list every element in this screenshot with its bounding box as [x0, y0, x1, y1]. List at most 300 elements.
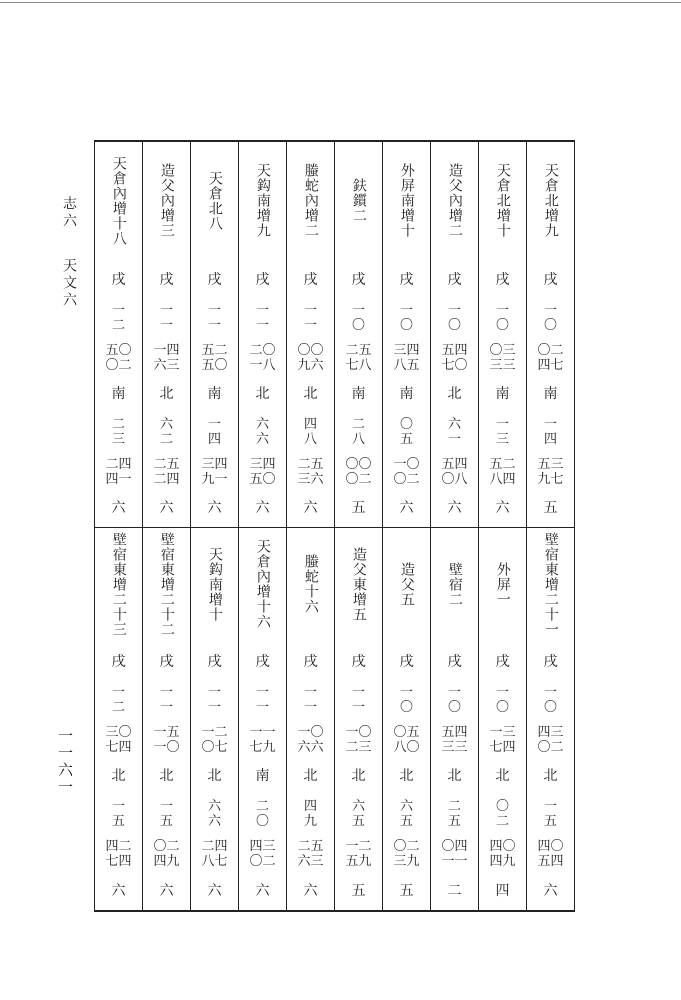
cell-value: 四三 〇二 [249, 838, 276, 869]
table-cell [383, 340, 431, 377]
table-cell [335, 412, 383, 454]
cell-value: 一五 一〇 [153, 724, 180, 755]
cell-value: 戌 [447, 654, 462, 671]
cell-value: 戌 [543, 654, 558, 671]
cell-value: 南 [495, 386, 510, 403]
cell-value: 一 四 [543, 417, 557, 447]
table-cell [95, 491, 143, 527]
cell-value: 戌 [447, 272, 462, 289]
cell-value: 一 〇 [399, 685, 413, 715]
table-cell [287, 680, 335, 722]
table-cell [191, 340, 239, 377]
cell-value: 二五 二四 [153, 456, 180, 487]
cell-value: 一 〇 [543, 303, 557, 333]
cell-value: 北 [303, 386, 318, 403]
cell-value: 南 [111, 386, 126, 403]
table-row [95, 340, 575, 377]
cell-value: 一〇 六六 [297, 724, 324, 755]
cell-value: 〇三 三三 [489, 342, 516, 373]
cell-value: 一 〇 [495, 685, 509, 715]
top-rule [0, 2, 681, 3]
cell-value: 二 五 [447, 799, 461, 829]
table-cell [143, 263, 191, 298]
cell-value: 二 [447, 883, 462, 900]
table-cell [95, 794, 143, 836]
table-cell [95, 836, 143, 873]
table-cell [479, 340, 527, 377]
table-cell [191, 412, 239, 454]
table-cell [335, 491, 383, 527]
table-row [95, 645, 575, 680]
cell-value: 北 [159, 768, 174, 785]
table-cell [431, 836, 479, 873]
cell-value: 二 八 [351, 417, 365, 447]
cell-value: 北 [303, 768, 318, 785]
table-cell [239, 263, 287, 298]
table-cell [239, 412, 287, 454]
table-row [95, 491, 575, 527]
table-cell [479, 527, 527, 645]
table-cell [239, 340, 287, 377]
cell-value: 四〇 四九 [489, 838, 516, 869]
table-row [95, 722, 575, 759]
table-cell [95, 340, 143, 377]
cell-value: 一 一 [255, 685, 269, 715]
table-cell [191, 491, 239, 527]
cell-value: 一 〇 [447, 685, 461, 715]
cell-value: 戌 [111, 654, 126, 671]
table-cell [191, 141, 239, 263]
table-cell [335, 527, 383, 645]
cell-value: 一 三 [495, 417, 509, 447]
cell-value: 一 四 [207, 417, 221, 447]
table-cell [335, 836, 383, 873]
table-cell [383, 680, 431, 722]
cell-value: 五 [351, 500, 366, 517]
table-cell [239, 836, 287, 873]
cell-value: 南 [255, 768, 270, 785]
cell-value: 北 [543, 768, 558, 785]
table-row [95, 263, 575, 298]
table-cell [239, 454, 287, 491]
table-cell [143, 412, 191, 454]
cell-value: 一 一 [159, 685, 173, 715]
star-name: 造父內增三 [158, 163, 175, 239]
table-cell [335, 680, 383, 722]
cell-value: 一 二 [111, 303, 125, 333]
table-cell [239, 722, 287, 759]
table-cell [431, 722, 479, 759]
cell-value: 北 [159, 386, 174, 403]
table-cell [383, 873, 431, 911]
table-cell [383, 836, 431, 873]
star-name: 造父東增五 [350, 546, 367, 622]
table-cell [95, 873, 143, 911]
cell-value: 一 〇 [447, 303, 461, 333]
table-cell [431, 873, 479, 911]
cell-value: 二 〇 [255, 799, 269, 829]
table-cell [143, 454, 191, 491]
cell-value: 一 〇 [399, 303, 413, 333]
cell-value: 二〇 一八 [249, 342, 276, 373]
cell-value: 二五 七八 [345, 342, 372, 373]
table-cell [143, 873, 191, 911]
table-cell [239, 873, 287, 911]
table-row [95, 680, 575, 722]
table-cell [527, 680, 575, 722]
cell-value: 〇四 一一 [441, 838, 468, 869]
star-name: 造父五 [398, 561, 415, 607]
table-cell [143, 836, 191, 873]
table-row [95, 377, 575, 412]
cell-value: 戌 [495, 654, 510, 671]
cell-value: 五四 三三 [441, 724, 468, 755]
star-catalog-table [94, 140, 575, 912]
table-cell [527, 836, 575, 873]
table-cell [287, 412, 335, 454]
table-cell [383, 794, 431, 836]
cell-value: 戌 [303, 272, 318, 289]
table-cell [143, 298, 191, 340]
table-row [95, 836, 575, 873]
table-cell [527, 340, 575, 377]
table-row [95, 794, 575, 836]
cell-value: 一二 五九 [345, 838, 372, 869]
cell-value: 六 [303, 500, 318, 517]
cell-value: 一 一 [255, 303, 269, 333]
table-cell [191, 722, 239, 759]
star-name: 天倉北增十 [494, 163, 511, 239]
cell-value: 一 〇 [543, 685, 557, 715]
table-row [95, 759, 575, 794]
table-cell [527, 873, 575, 911]
cell-value: 一 五 [543, 799, 557, 829]
table-cell [383, 263, 431, 298]
cell-value: 二四 八七 [201, 838, 228, 869]
cell-value: 一〇 二三 [345, 724, 372, 755]
table-cell [431, 491, 479, 527]
cell-value: 南 [543, 386, 558, 403]
section-label: 天文六 [61, 258, 77, 309]
table-cell [335, 873, 383, 911]
table-cell [431, 680, 479, 722]
cell-value: 二四 四一 [105, 456, 132, 487]
table-cell [479, 836, 527, 873]
cell-value: 北 [351, 768, 366, 785]
cell-value: 戌 [159, 654, 174, 671]
cell-value: 南 [207, 386, 222, 403]
cell-value: 南 [351, 386, 366, 403]
table-cell [143, 680, 191, 722]
table-cell [191, 836, 239, 873]
table-cell [239, 759, 287, 794]
table-cell [287, 141, 335, 263]
cell-value: 六 [111, 500, 126, 517]
star-name: 天倉北八 [206, 170, 223, 231]
cell-value: 一三 七四 [489, 724, 516, 755]
cell-value: 五四 七〇 [441, 342, 468, 373]
table-cell [143, 527, 191, 645]
table-cell [383, 645, 431, 680]
cell-value: 六 [447, 500, 462, 517]
cell-value: 一 〇 [495, 303, 509, 333]
table-cell [335, 454, 383, 491]
table-cell [143, 377, 191, 412]
table-cell [239, 680, 287, 722]
table-cell [95, 645, 143, 680]
table-cell [527, 454, 575, 491]
table-cell [143, 340, 191, 377]
table-cell [431, 340, 479, 377]
table-cell [383, 722, 431, 759]
cell-value: 二五 六三 [297, 838, 324, 869]
cell-value: 〇二 三九 [393, 838, 420, 869]
cell-value: 北 [399, 768, 414, 785]
cell-value: 一 一 [207, 685, 221, 715]
table-cell [527, 412, 575, 454]
table-cell [239, 527, 287, 645]
table-cell [431, 298, 479, 340]
cell-value: 戌 [111, 272, 126, 289]
table-cell [95, 759, 143, 794]
table-cell [431, 412, 479, 454]
table-cell [527, 527, 575, 645]
table-cell [335, 263, 383, 298]
cell-value: 一 五 [111, 799, 125, 829]
table-cell [191, 263, 239, 298]
table-cell [479, 298, 527, 340]
cell-value: 一 五 [159, 799, 173, 829]
cell-value: 六 [207, 500, 222, 517]
star-name: 天倉北增九 [542, 163, 559, 239]
table-cell [95, 263, 143, 298]
table-cell [479, 141, 527, 263]
cell-value: 戌 [399, 272, 414, 289]
cell-value: 三四 八五 [393, 342, 420, 373]
table-cell [95, 412, 143, 454]
table-cell [527, 377, 575, 412]
table-row [95, 454, 575, 491]
cell-value: 戌 [303, 654, 318, 671]
cell-value: 戌 [255, 654, 270, 671]
table-cell [287, 263, 335, 298]
table-cell [335, 141, 383, 263]
cell-value: 六 [543, 883, 558, 900]
cell-value: 戌 [159, 272, 174, 289]
cell-value: 一 一 [303, 303, 317, 333]
table-row [95, 873, 575, 911]
cell-value: 一 一 [303, 685, 317, 715]
table-cell [383, 298, 431, 340]
cell-value: 一〇 〇二 [393, 456, 420, 487]
table-cell [527, 298, 575, 340]
cell-value: 戌 [351, 654, 366, 671]
table-cell [287, 298, 335, 340]
cell-value: 北 [111, 768, 126, 785]
table-cell [431, 794, 479, 836]
table-cell [191, 645, 239, 680]
cell-value: 六 [255, 500, 270, 517]
table-cell [191, 873, 239, 911]
table-cell [239, 794, 287, 836]
table-cell [95, 722, 143, 759]
cell-value: 四〇 五四 [537, 838, 564, 869]
cell-value: 四 八 [303, 417, 317, 447]
cell-value: 一一 七九 [249, 724, 276, 755]
table-cell [239, 491, 287, 527]
cell-value: 六 [303, 883, 318, 900]
table-cell [383, 527, 431, 645]
cell-value: 一 一 [351, 685, 365, 715]
table-cell [383, 412, 431, 454]
cell-value: 四 九 [303, 799, 317, 829]
table-cell [479, 680, 527, 722]
cell-value: 北 [447, 768, 462, 785]
cell-value: 〇二 四七 [537, 342, 564, 373]
table-cell [239, 298, 287, 340]
table-cell [191, 680, 239, 722]
cell-value: 二 三 [111, 417, 125, 447]
table-cell [383, 141, 431, 263]
table-cell [191, 454, 239, 491]
table-cell [143, 794, 191, 836]
star-name: 天鈎南增十 [206, 546, 223, 622]
table-cell [287, 491, 335, 527]
table-cell [431, 377, 479, 412]
cell-value: 五三 九七 [537, 456, 564, 487]
cell-value: 〇二 四九 [153, 838, 180, 869]
table-cell [95, 680, 143, 722]
cell-value: 一 二 [111, 685, 125, 715]
cell-value: 一 一 [207, 303, 221, 333]
table-cell [479, 491, 527, 527]
table-cell [527, 645, 575, 680]
table-cell [143, 759, 191, 794]
cell-value: 六 一 [447, 417, 461, 447]
cell-value: 北 [447, 386, 462, 403]
table-cell [479, 873, 527, 911]
table-cell [239, 141, 287, 263]
table-cell [143, 722, 191, 759]
table-cell [287, 794, 335, 836]
table-cell [335, 794, 383, 836]
cell-value: 五 [399, 883, 414, 900]
cell-value: 一 〇 [351, 303, 365, 333]
table-cell [431, 263, 479, 298]
cell-value: 六 六 [207, 799, 221, 829]
table-row [95, 412, 575, 454]
cell-value: 〇 二 [495, 799, 509, 829]
cell-value: 六 五 [399, 799, 413, 829]
cell-value: 六 二 [159, 417, 173, 447]
cell-value: 六 [111, 883, 126, 900]
table-cell [479, 722, 527, 759]
star-name: 外屏南增十 [398, 163, 415, 239]
star-name: 天倉內增十六 [254, 539, 271, 630]
cell-value: 〇〇 九六 [297, 342, 324, 373]
star-name: 螣蛇內增二 [302, 163, 319, 239]
cell-value: 戌 [255, 272, 270, 289]
cell-value: 六 六 [255, 417, 269, 447]
table-cell [335, 340, 383, 377]
table-cell [95, 454, 143, 491]
table-cell [431, 454, 479, 491]
table-cell [335, 645, 383, 680]
table-row [95, 527, 575, 645]
table-cell [95, 527, 143, 645]
table-cell [239, 377, 287, 412]
star-name: 壁宿東增二十二 [158, 531, 175, 637]
table-cell [479, 412, 527, 454]
table-cell [287, 527, 335, 645]
cell-value: 三四 五〇 [249, 456, 276, 487]
table-cell [479, 645, 527, 680]
table-cell [527, 794, 575, 836]
table-cell [143, 141, 191, 263]
star-name: 天倉內增十八 [110, 155, 127, 246]
table-cell [431, 527, 479, 645]
table-cell [527, 759, 575, 794]
cell-value: 戌 [543, 272, 558, 289]
star-name: 外屏一 [494, 561, 511, 607]
cell-value: 三〇 七四 [105, 724, 132, 755]
table-cell [95, 298, 143, 340]
table-cell [383, 759, 431, 794]
cell-value: 四二 七四 [105, 838, 132, 869]
cell-value: 一二 〇七 [201, 724, 228, 755]
cell-value: 六 [159, 883, 174, 900]
table-cell [527, 263, 575, 298]
table-cell [431, 759, 479, 794]
cell-value: 五四 〇八 [441, 456, 468, 487]
page-number: 一一六一 [56, 728, 74, 796]
cell-value: 五〇 〇二 [105, 342, 132, 373]
star-name: 壁宿東增二十一 [542, 531, 559, 637]
table-cell [287, 873, 335, 911]
cell-value: 五 [351, 883, 366, 900]
cell-value: 戌 [399, 654, 414, 671]
cell-value: 六 五 [351, 799, 365, 829]
cell-value: 北 [255, 386, 270, 403]
volume-label: 志六 [61, 196, 77, 230]
cell-value: 五二 五〇 [201, 342, 228, 373]
cell-value: 〇〇 〇二 [345, 456, 372, 487]
star-name: 螣蛇十六 [302, 554, 319, 615]
table-cell [191, 527, 239, 645]
table-row [95, 298, 575, 340]
table-cell [383, 491, 431, 527]
table-cell [383, 454, 431, 491]
table-cell [191, 794, 239, 836]
table-cell [191, 298, 239, 340]
star-name: 鈇鑕二 [350, 178, 367, 224]
table-cell [143, 491, 191, 527]
table-cell [143, 645, 191, 680]
cell-value: 戌 [495, 272, 510, 289]
cell-value: 六 [207, 883, 222, 900]
star-name: 壁宿二 [446, 561, 463, 607]
table-cell [95, 377, 143, 412]
cell-value: 六 [255, 883, 270, 900]
cell-value: 五 [543, 500, 558, 517]
cell-value: 一 一 [159, 303, 173, 333]
cell-value: 四 [495, 883, 510, 900]
cell-value: 戌 [351, 272, 366, 289]
table-cell [191, 377, 239, 412]
table-cell [287, 340, 335, 377]
cell-value: 南 [399, 386, 414, 403]
table-row [95, 141, 575, 263]
